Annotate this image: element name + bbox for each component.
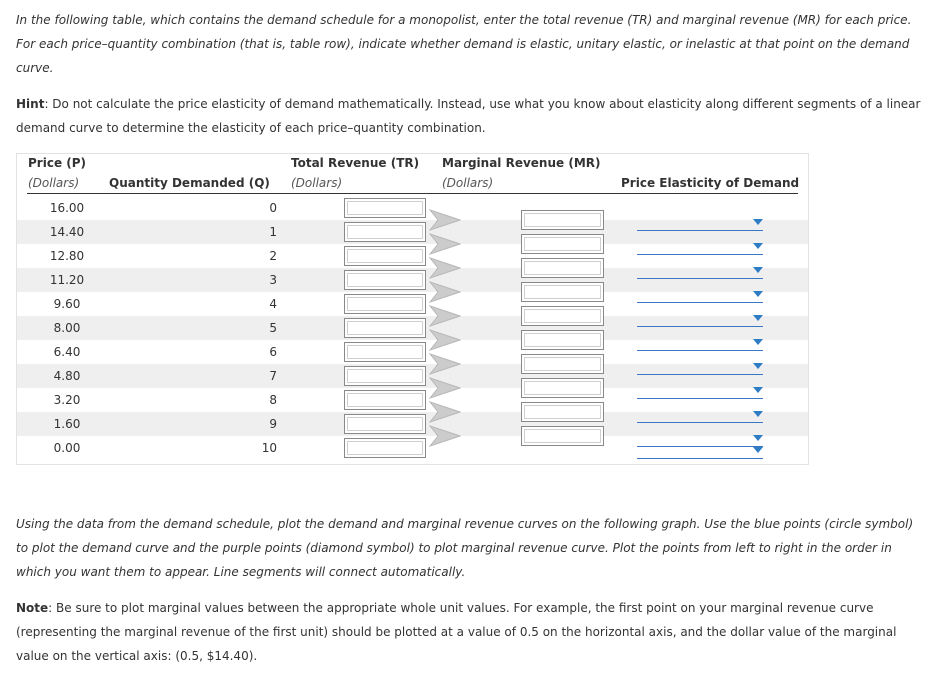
price-cell: 12.80	[49, 249, 85, 263]
note-label: Note	[16, 601, 49, 615]
quantity-cell: 1	[269, 225, 277, 239]
marginal-revenue-input[interactable]	[521, 354, 604, 374]
note-text: : Be sure to plot marginal values between the appropriate whole unit values. For example, the first point on your marginal revenue curve (representing the marginal revenue of the first unit) should be plotted at a value of 0.5 on the horizontal axis, and the dollar value of the marginal value on the vertical axis: (0.5, $14.40).	[16, 601, 897, 663]
elasticity-dropdown[interactable]	[637, 306, 763, 327]
elasticity-dropdown[interactable]	[637, 282, 763, 303]
marginal-revenue-input[interactable]	[521, 210, 604, 230]
price-cell: 4.80	[53, 369, 81, 383]
quantity-cell: 8	[269, 393, 277, 407]
dropdown-arrow-icon[interactable]	[753, 267, 763, 273]
dropdown-arrow-icon[interactable]	[753, 219, 763, 225]
note-paragraph	[16, 596, 928, 668]
chevron-right-icon	[429, 281, 461, 303]
dropdown-arrow-icon[interactable]	[753, 315, 763, 321]
hint-paragraph	[16, 92, 928, 140]
marginal-revenue-input[interactable]	[521, 426, 604, 446]
demand-schedule-table	[16, 153, 809, 465]
price-cell: 0.00	[53, 441, 81, 455]
header-total-revenue-unit: (Dollars)	[291, 176, 343, 190]
quantity-cell: 10	[261, 441, 277, 455]
elasticity-dropdown[interactable]	[637, 438, 763, 459]
marginal-revenue-input[interactable]	[521, 306, 604, 326]
price-cell: 14.40	[49, 225, 85, 239]
header-quantity: Quantity Demanded (Q)	[109, 176, 270, 190]
elasticity-dropdown[interactable]	[637, 234, 763, 255]
marginal-revenue-input[interactable]	[521, 378, 604, 398]
price-cell: 6.40	[53, 345, 81, 359]
marginal-revenue-input[interactable]	[521, 234, 604, 254]
chevron-right-icon	[429, 425, 461, 447]
total-revenue-input[interactable]	[344, 390, 426, 410]
chevron-right-icon	[429, 257, 461, 279]
marginal-revenue-input[interactable]	[521, 258, 604, 278]
total-revenue-input[interactable]	[344, 270, 426, 290]
total-revenue-input[interactable]	[344, 246, 426, 266]
quantity-cell: 0	[269, 201, 277, 215]
header-divider	[27, 193, 798, 194]
header-marginal-revenue: Marginal Revenue (MR)	[442, 156, 601, 170]
chevron-right-icon	[429, 377, 461, 399]
total-revenue-input[interactable]	[344, 366, 426, 386]
total-revenue-input[interactable]	[344, 318, 426, 338]
total-revenue-input[interactable]	[344, 198, 426, 218]
quantity-cell: 7	[269, 369, 277, 383]
quantity-cell: 9	[269, 417, 277, 431]
total-revenue-input[interactable]	[344, 438, 426, 458]
header-price: Price (P)	[28, 156, 87, 170]
total-revenue-input[interactable]	[344, 294, 426, 314]
price-cell: 1.60	[53, 417, 81, 431]
price-cell: 9.60	[53, 297, 81, 311]
header-marginal-revenue-unit: (Dollars)	[442, 176, 494, 190]
price-cell: 16.00	[49, 201, 85, 215]
marginal-revenue-input[interactable]	[521, 330, 604, 350]
intro-instructions: In the following table, which contains the demand schedule for a monopolist, enter the total revenue (TR) and marginal revenue (MR) for each price. For each price–quantity combination (that is, table row), indicate whether demand is elastic, unitary elastic, or inelastic at that point on the demand curve.	[16, 13, 912, 75]
elasticity-dropdown[interactable]	[637, 354, 763, 375]
dropdown-arrow-icon[interactable]	[753, 363, 763, 369]
marginal-revenue-input[interactable]	[521, 402, 604, 422]
dropdown-arrow-icon[interactable]	[753, 387, 763, 393]
header-price-unit: (Dollars)	[28, 176, 80, 190]
dropdown-arrow-icon[interactable]	[753, 411, 763, 417]
hint-text: : Do not calculate the price elasticity of demand mathematically. Instead, use what you know about elasticity along different segments of a linear demand curve to determine the elasticity of each price–quantity combination.	[16, 97, 921, 135]
elasticity-dropdown[interactable]	[637, 258, 763, 279]
price-cell: 8.00	[53, 321, 81, 335]
chevron-right-icon	[429, 329, 461, 351]
total-revenue-input[interactable]	[344, 222, 426, 242]
elasticity-dropdown[interactable]	[637, 330, 763, 351]
marginal-revenue-input[interactable]	[521, 282, 604, 302]
quantity-cell: 2	[269, 249, 277, 263]
header-price-elasticity: Price Elasticity of Demand	[621, 176, 800, 190]
chevron-right-icon	[429, 353, 461, 375]
dropdown-arrow-icon[interactable]	[753, 243, 763, 249]
price-cell: 3.20	[53, 393, 81, 407]
chevron-right-icon	[429, 233, 461, 255]
chevron-right-icon	[429, 401, 461, 423]
chevron-right-icon	[429, 305, 461, 327]
dropdown-arrow-icon[interactable]	[753, 339, 763, 345]
quantity-cell: 3	[269, 273, 277, 287]
plot-instructions: Using the data from the demand schedule, plot the demand and marginal revenue curves on the following graph. Use the blue points (circle symbol) to plot the demand curve and the purple points (diamond symbol) to plot marginal revenue curve. Plot the points from left to right in the order in which you want them to appear. Line segments will connect automatically.	[16, 517, 914, 579]
elasticity-dropdown[interactable]	[637, 378, 763, 399]
chevron-right-icon	[429, 209, 461, 231]
quantity-cell: 4	[269, 297, 277, 311]
price-cell: 11.20	[49, 273, 85, 287]
dropdown-arrow-icon[interactable]	[753, 291, 763, 297]
elasticity-dropdown[interactable]	[637, 402, 763, 423]
elasticity-dropdown[interactable]	[637, 210, 763, 231]
dropdown-arrow-icon[interactable]	[753, 447, 763, 453]
total-revenue-input[interactable]	[344, 342, 426, 362]
quantity-cell: 5	[269, 321, 277, 335]
total-revenue-input[interactable]	[344, 414, 426, 434]
header-total-revenue: Total Revenue (TR)	[291, 156, 420, 170]
quantity-cell: 6	[269, 345, 277, 359]
hint-label: Hint	[16, 97, 45, 111]
